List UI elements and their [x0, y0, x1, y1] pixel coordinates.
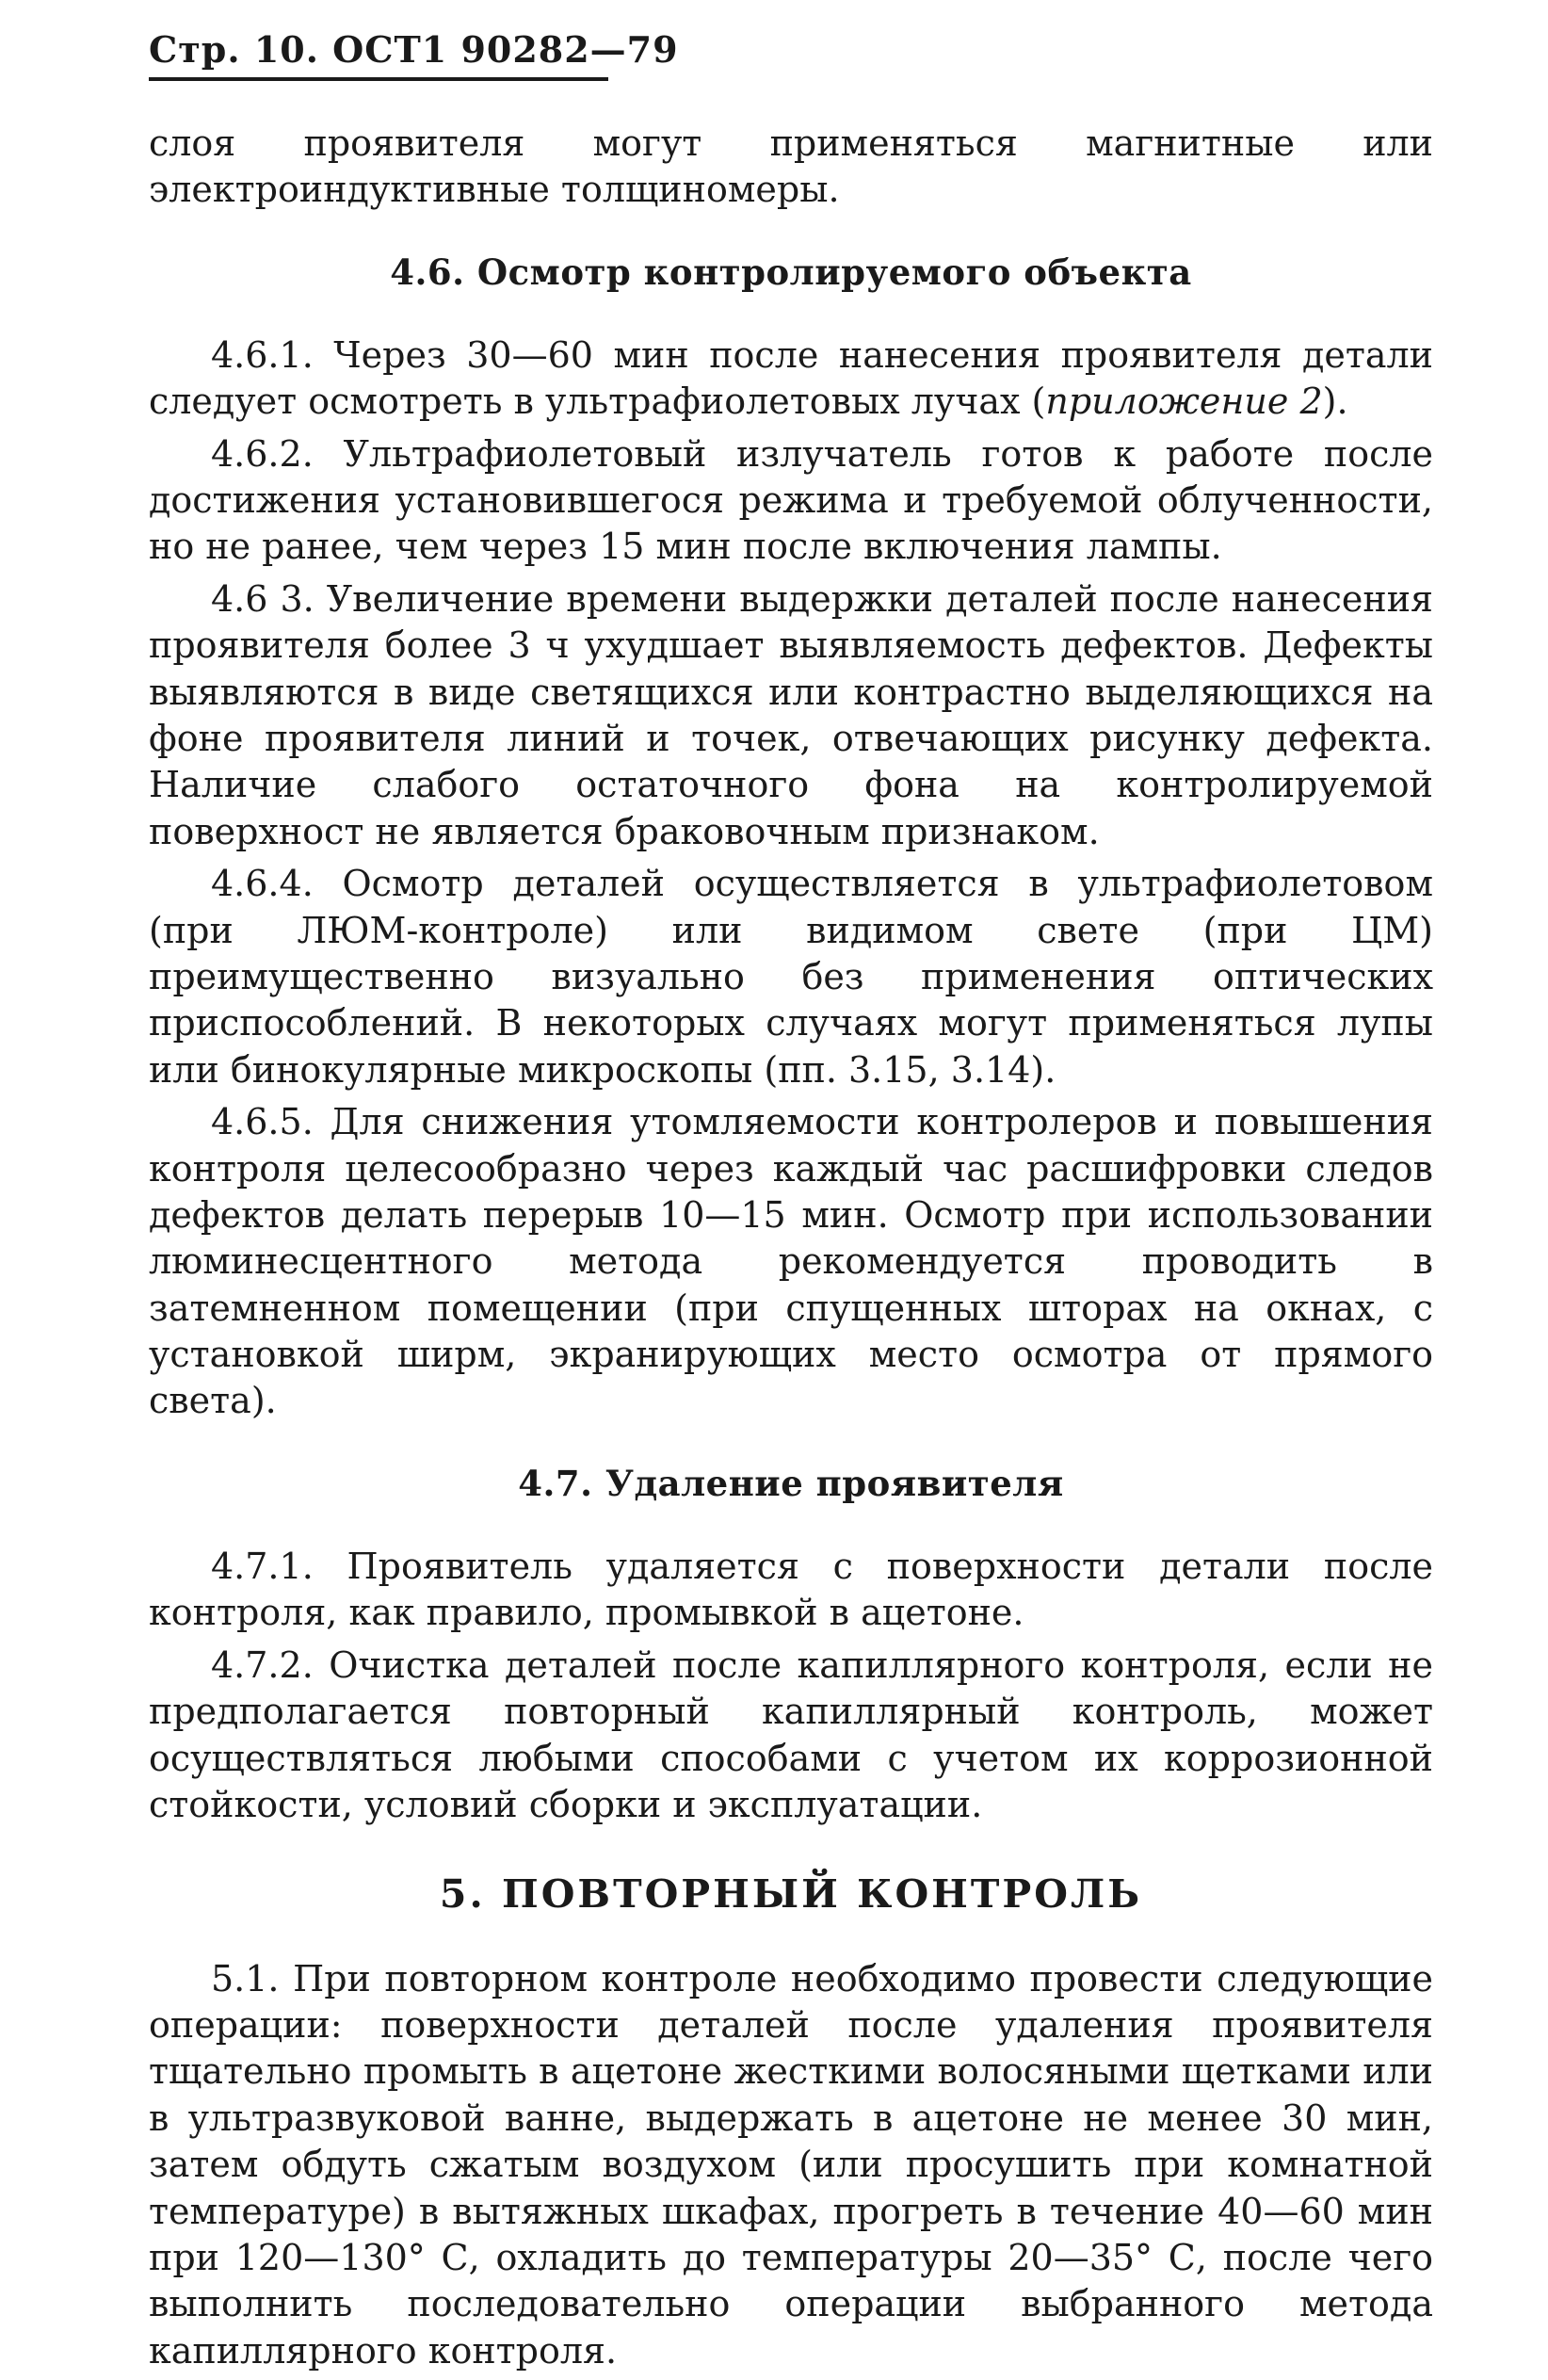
section-heading-4-6: 4.6. Осмотр контролируемого объекта — [390, 251, 1192, 293]
section-heading-4-7: 4.7. Удаление проявителя — [518, 1462, 1064, 1504]
paragraph-4-7-2: 4.7.2. Очистка деталей после капиллярного контроля, если не предполагается повторный капиллярный контроль, может осуществляться любыми способами с учетом их коррозионной стойкости, условий сборки и эксплуатации. — [149, 1643, 1433, 1825]
paragraph-4-6-5: 4.6.5. Для снижения утомляемости контролеров и повышения контроля целесообразно через каждый час расшифровки следов дефектов делать перерыв 10—15 мин. Осмотр при использовании люминесцентного метода рекомендуется проводить в затемненном помещении (при спущенных шторах на окнах, с установкой ширм, экранирующих место осмотра от прямого света). — [149, 1101, 1433, 1422]
paragraph-4-6-1-text: 4.6.1. Через 30—60 мин после нанесения проявителя детали следует осмотреть в ультрафиолетовых лучах ( — [149, 333, 1433, 423]
paragraph-5-1: 5.1. При повторном контроле необходимо провести следующие операции: поверхности деталей после удаления проявителя тщательно промыть в ацетоне жесткими волосяными щетками или в ультразвуковой ванне, выдержать в ацетоне не менее 30 мин, затем обдуть сжатым воздухом (или просушить при комнатной температуре) в вытяжных шкафах, прогреть в течение 40—60 мин при 120—130° С, охладить до температуры 20—35° С, после чего выполнить последовательно операции выбранного метода капиллярного контроля. — [149, 1957, 1433, 2372]
paragraph-4-6-1-end: ). — [1322, 380, 1348, 423]
paragraph-4-7-1: 4.7.1. Проявитель удаляется с поверхности детали после контроля, как правило, промывкой в ацетоне. — [149, 1545, 1433, 1634]
document-body — [149, 121, 1433, 2380]
paragraph-4-6-3: 4.6 3. Увеличение времени выдержки деталей после нанесения проявителя более 3 ч ухудшает выявляемость дефектов. Дефекты выявляются в виде светящихся или контрастно выделяющихся на фоне проявителя линий и точек, отвечающих рисунку дефекта. Наличие слабого остаточного фона на контролируемой поверхност не является браковочным признаком. — [149, 577, 1433, 852]
paragraph-4-6-4: 4.6.4. Осмотр деталей осуществляется в ультрафиолетовом (при ЛЮМ-контроле) или видимом свете (при ЦМ) преимущественно визуально без применения оптических приспособлений. В некоторых случаях могут применяться лупы или бинокулярные микроскопы (пп. 3.15, 3.14). — [149, 863, 1433, 1091]
page-header: Стр. 10. ОСТ1 90282—79 — [149, 28, 679, 71]
paragraph-4-6-1 — [149, 332, 1433, 426]
appendix-reference: приложение 2 — [1045, 380, 1323, 423]
section-heading-5: 5. ПОВТОРНЫЙ КОНТРОЛЬ — [439, 1871, 1143, 1918]
header-underline — [149, 77, 608, 81]
paragraph-4-6-2: 4.6.2. Ультрафиолетовый излучатель готов к работе после достижения установившегося режима и требуемой облученности, но не ранее, чем через 15 мин после включения лампы. — [149, 432, 1433, 568]
paragraph-continuation: слоя проявителя могут применяться магнитные или электроиндуктивные толщиномеры. — [149, 122, 1433, 211]
